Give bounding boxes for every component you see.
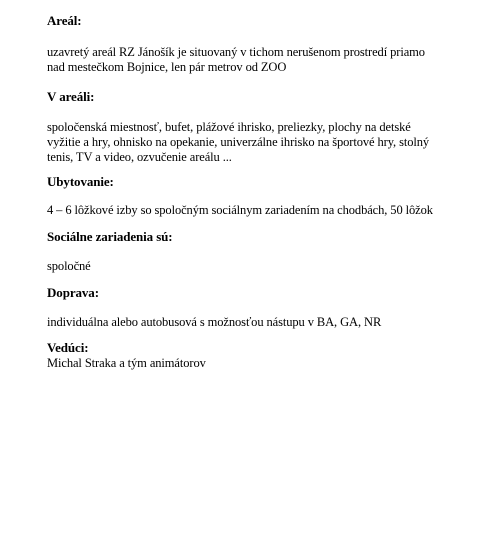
section-text-areal-line-2: nad mestečkom Bojnice, len pár metrov od ZOO [47, 60, 287, 74]
section-heading-doprava: Doprava: [47, 285, 99, 300]
section-heading-areal: Areál: [47, 13, 82, 28]
section-text-v-areali-line-1: spoločenská miestnosť, bufet, plážové ihrisko, preliezky, plochy na detské [47, 120, 411, 134]
section-text-areal-line-1: uzavretý areál RZ Jánošík je situovaný v tichom nerušenom prostredí priamo [47, 45, 425, 59]
section-text-v-areali-line-2: vyžitie a hry, ohnisko na opekanie, univerzálne ihrisko na športové hry, stolný [47, 135, 430, 149]
section-text-ubytovanie-line-1: 4 – 6 lôžkové izby so spoločným sociálnym zariadením na chodbách, 50 lôžok [47, 203, 433, 217]
section-heading-socialne-zariadenia: Sociálne zariadenia sú: [47, 229, 173, 244]
section-text-veduci-line-1: Michal Straka a tým animátorov [47, 356, 206, 370]
section-heading-v-areali: V areáli: [47, 89, 95, 104]
section-text-socialne-zariadenia-line-1: spoločné [47, 259, 91, 273]
section-text-v-areali-line-3: tenis, TV a video, ozvučenie areálu ... [47, 150, 232, 164]
section-text-doprava-line-1: individuálna alebo autobusová s možnosťou nástupu v BA, GA, NR [47, 315, 382, 329]
section-heading-ubytovanie: Ubytovanie: [47, 174, 114, 189]
section-heading-veduci: Vedúci: [47, 340, 89, 355]
